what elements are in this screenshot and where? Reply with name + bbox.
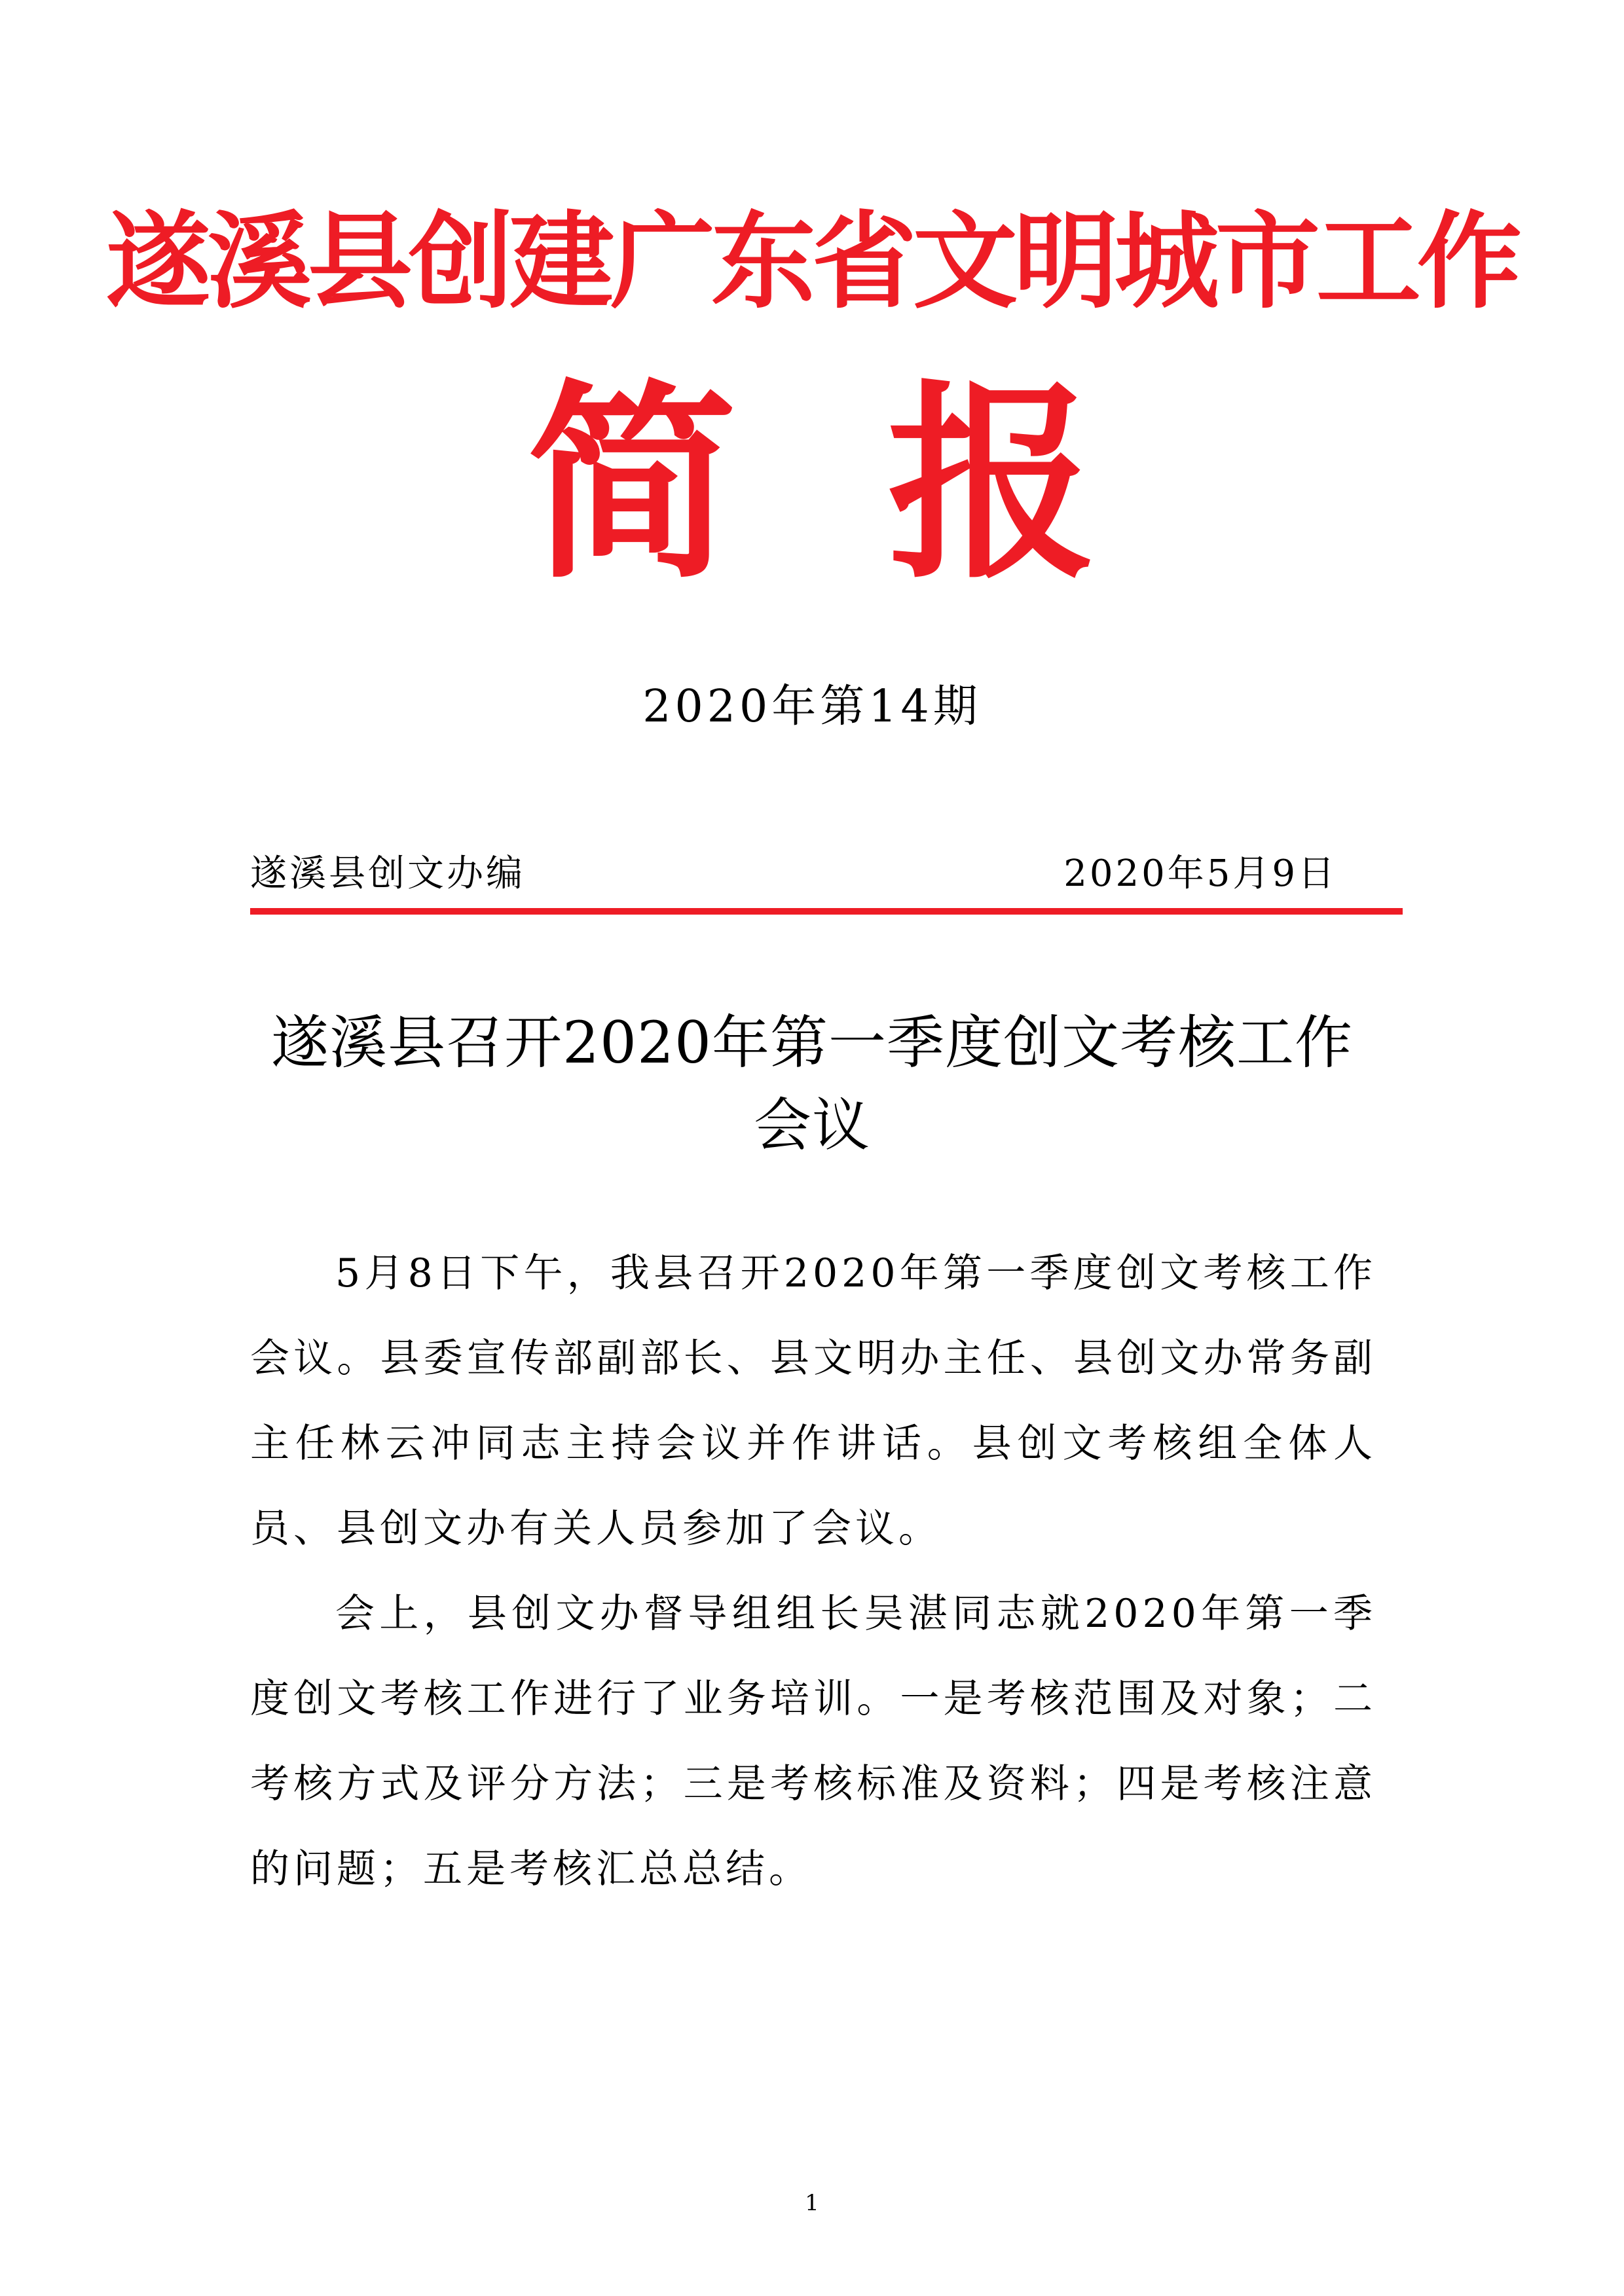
page-number: 1 (805, 2190, 819, 2216)
red-divider (250, 908, 1403, 915)
editor-label: 遂溪县创文办编 (250, 852, 525, 895)
issue-date: 2020年5月9日 (1063, 852, 1337, 895)
issue-number: 2020年第14期 (642, 681, 982, 733)
article-title-line-1: 遂溪县召开2020年第一季度创文考核工作 (271, 1009, 1353, 1076)
brief-heading: 简报 (527, 361, 1247, 607)
paragraph: 会上，县创文办督导组组长吴湛同志就2020年第一季度创文考核工作进行了业务培训。一是考核范围及对象；二考核方式及评分方法；三是考核标准及资料；四是考核注意的问题；五是考核汇总总结。 (250, 1591, 1376, 1892)
meta-row (250, 848, 1337, 900)
article-body (250, 1231, 1376, 1912)
article-title (242, 1002, 1382, 1167)
paragraph: 5月8日下午，我县召开2020年第一季度创文考核工作会议。县委宣传部副部长、县文明办主任、县创文办常务副主任林云冲同志主持会议并作讲话。县创文考核组全体人员、县创文办有关人员参加了会议。 (250, 1250, 1376, 1552)
article-title-line-2: 会议 (753, 1091, 870, 1159)
header-title: 遂溪县创建广东省文明城市工作 (105, 200, 1518, 323)
